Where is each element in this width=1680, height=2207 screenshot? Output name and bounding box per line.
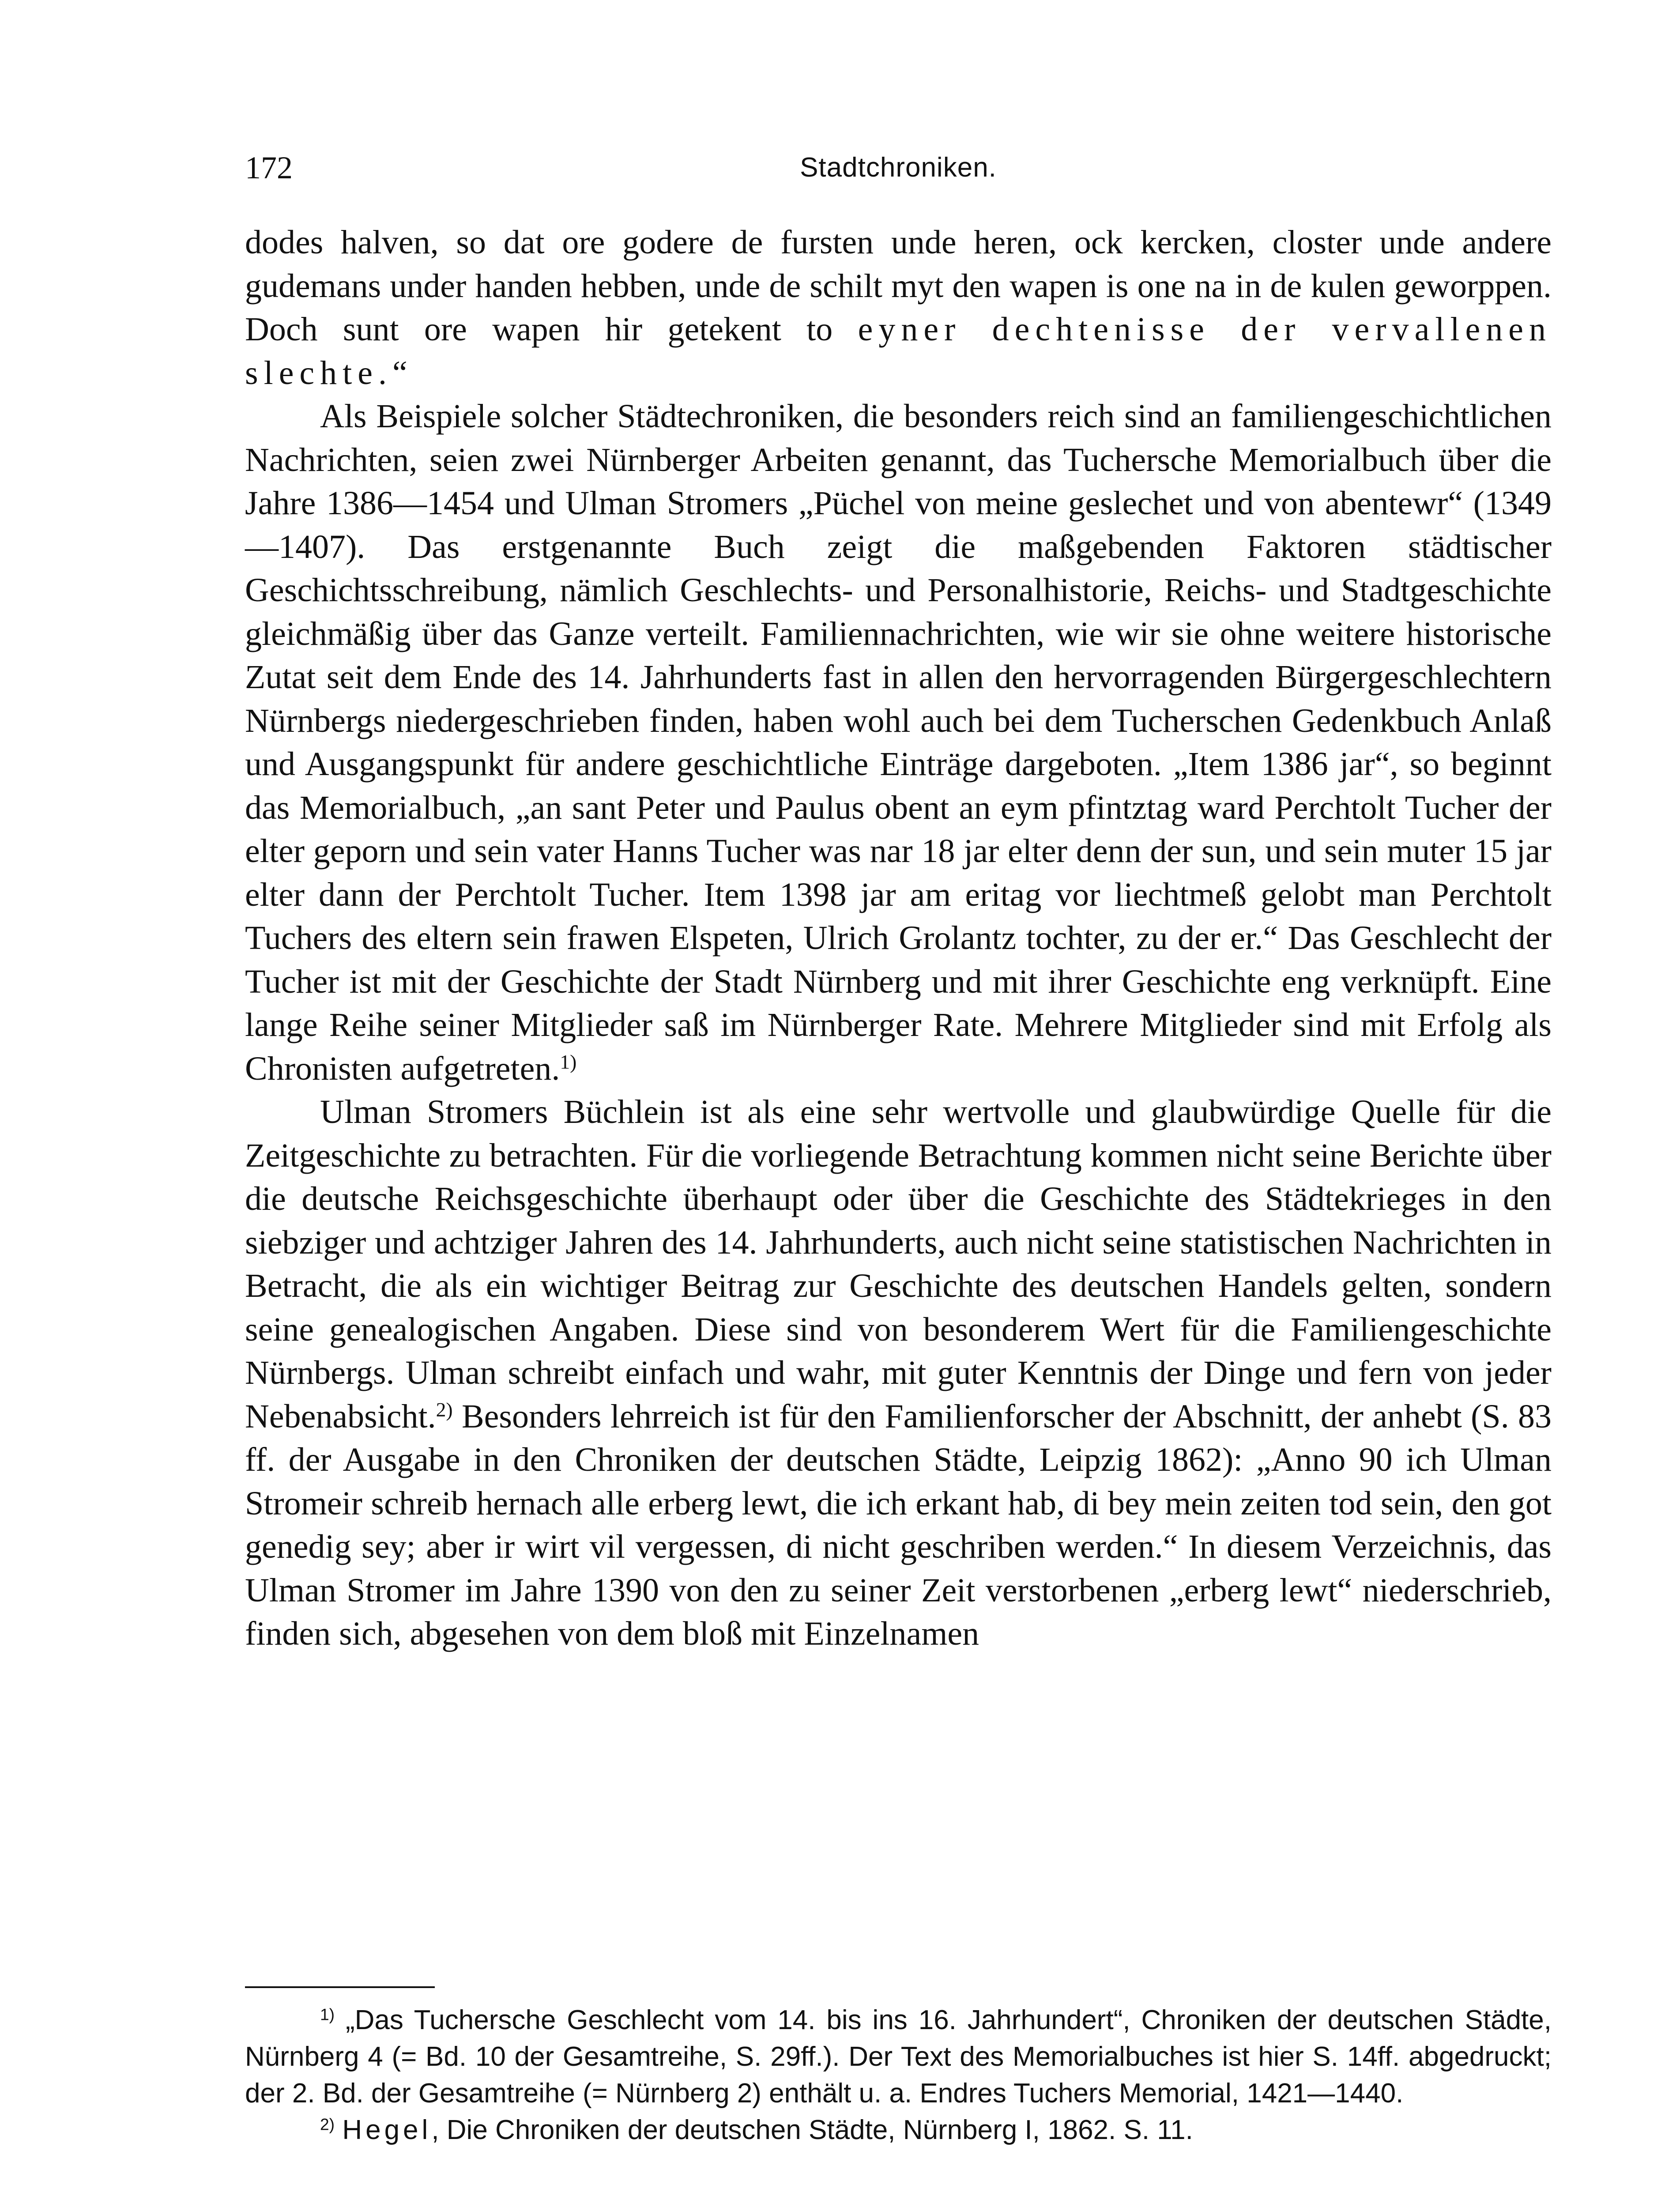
footnotes xyxy=(245,2002,1552,2148)
main-text xyxy=(245,221,1552,1656)
paragraph-text: Als Beispiele solcher Städtechroniken, die besonders reich sind an familiengeschichtlichen Nachrichten, seien zwei Nürnberger Arbeiten genannt, das Tuchersche Memorialbuch über die Jahre 1386—1454 und Ulman Stromers „Püchel von meine geslechet und von abentewr“ (1349—1407). Das erstgenannte Buch zeigt die maßgebenden Faktoren städtischer Geschichtsschreibung, nämlich Geschlechts- und Personalhistorie, Reichs- und Stadtgeschichte gleichmäßig über das Ganze verteilt. Familiennachrichten, wie wir sie ohne weitere historische Zutat seit dem Ende des 14. Jahrhunderts fast in allen den hervorragenden Bürgergeschlechtern Nürnbergs niedergeschrieben finden, haben wohl auch bei dem Tucherschen Gedenkbuch Anlaß und Ausgangspunkt für andere geschichtliche Einträge dargeboten. „Item 1386 jar“, so beginnt das Memorialbuch, „an sant Peter und Paulus obent an eym pfintztag ward Perchtolt Tucher der elter geporn und sein vater Hanns Tucher was nar 18 jar elter denn der sun, und sein muter 15 jar elter dann der Perchtolt Tucher. Item 1398 jar am eritag vor liechtmeß gelobt man Perchtolt Tuchers des eltern sein frawen Elspeten, Ulrich Grolantz tochter, zu der er.“ Das Geschlecht der Tucher ist mit der Geschichte der Stadt Nürnberg und mit ihrer Geschichte eng verknüpft. Eine lange Reihe seiner Mitglieder saß im Nürnberger Rate. Mehrere Mitglieder sind mit Erfolg als Chronisten aufgetreten. xyxy=(245,398,1552,1087)
running-title: Stadtchroniken. xyxy=(800,152,997,183)
footnote-divider xyxy=(245,1986,435,1988)
paragraph-text-continued: Besonders lehrreich ist für den Familienforscher der Abschnitt, der anhebt (S. 83 ff. der Ausgabe in den Chroniken der deutschen Städte, Leipzig 1862): „Anno 90 ich Ulman Stromeir schreib hernach alle erberg lewt, die ich erkant hab, di bey mein zeiten tod sein, den got genedig sey; aber ir wirt vil vergessen, di nicht geschriben werden.“ In diesem Verzeichnis, das Ulman Stromer im Jahre 1390 von den zu seiner Zeit verstorbenen „erberg lewt“ niederschrieb, finden sich, abgesehen von dem bloß mit Einzelnamen xyxy=(245,1397,1552,1652)
footnote-text: „Das Tuchersche Geschlecht vom 14. bis ins 16. Jahrhundert“, Chroniken der deutschen Städte, Nürnberg 4 (= Bd. 10 der Gesamtreihe, S. 29ff.). Der Text des Memorialbuches ist hier S. 14ff. abgedruckt; der 2. Bd. der Gesamtreihe (= Nürnberg 2) enthält u. a. Endres Tuchers Memorial, 1421—1440. xyxy=(245,2005,1552,2109)
footnote-2 xyxy=(245,2112,1552,2148)
footnote-mark-1: 1) xyxy=(320,2005,335,2024)
footnote-ref-1: 1) xyxy=(560,1050,577,1073)
page-header xyxy=(245,146,1552,194)
paragraph-text: Ulman Stromers Büchlein ist als eine sehr wertvolle und glaubwürdige Quelle für die Zeitgeschichte zu betrachten. Für die vorliegende Betrachtung kommen nicht seine Berichte über die deutsche Reichsgeschichte überhaupt oder über die Geschichte des Städtekrieges in den siebziger und achtziger Jahren des 14. Jahrhunderts, auch nicht seine statistischen Nachrichten in Betracht, die als ein wichtiger Beitrag zur Geschichte des deutschen Handels gelten, sondern seine genealogischen Angaben. Diese sind von besonderem Wert für die Familiengeschichte Nürnbergs. Ulman schreibt einfach und wahr, mit guter Kenntnis der Dinge und fern von jeder Nebenabsicht. xyxy=(245,1093,1552,1435)
footnote-ref-2: 2) xyxy=(436,1398,453,1421)
paragraph-tucher-memorialbuch xyxy=(245,395,1552,1090)
footnote-author: Hegel xyxy=(342,2115,432,2145)
footnote-1 xyxy=(245,2002,1552,2112)
footnote-mark-2: 2) xyxy=(320,2115,335,2134)
page-number: 172 xyxy=(245,150,293,185)
paragraph-quote-continuation xyxy=(245,221,1552,395)
spaced-quote-ending: eyner dechtenisse der vervallenen slechte.“ xyxy=(245,311,1552,392)
quote-text: dodes halven, so dat ore godere de fursten unde heren, ock kercken, closter unde andere gudemans under handen hebben, unde de schilt myt den wapen is one na in de kulen geworppen. Doch sunt ore wapen hir getekent to xyxy=(245,224,1552,348)
footnote-text: , Die Chroniken der deutschen Städte, Nürnberg I, 1862. S. 11. xyxy=(431,2115,1193,2145)
paragraph-ulman-stromer xyxy=(245,1090,1552,1656)
